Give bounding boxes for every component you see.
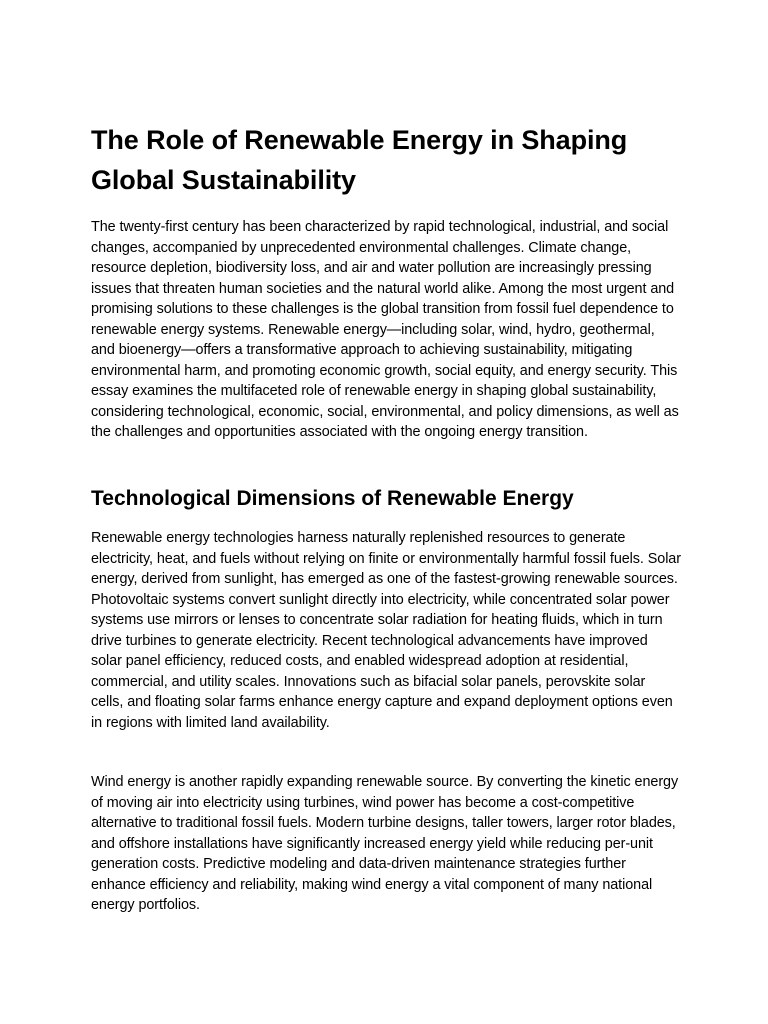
document-title: The Role of Renewable Energy in Shaping Global Sustainability <box>91 125 628 195</box>
section-heading-technological: Technological Dimensions of Renewable Energy <box>91 487 574 510</box>
intro-paragraph: The twenty-first century has been characterized by rapid technological, industrial, and social changes, accompanied by unprecedented environmental challenges. Climate change, resource depletion, biodiversity loss, and air and water pollution are increasingly pressing issues that threaten human societies and the natural world alike. Among the most urgent and promising solutions to these challenges is the global transition from fossil fuel dependence to renewable energy systems. Renewable energy—including solar, wind, hydro, geothermal, and bioenergy—offers a transformative approach to achieving sustainability, mitigating environmental harm, and promoting economic growth, social equity, and energy security. This essay examines the multifaceted role of renewable energy in shaping global sustainability, considering technological, economic, social, environmental, and policy dimensions, as well as the challenges and opportunities associated with the ongoing energy transition. <box>91 219 679 440</box>
section-paragraph-solar: Renewable energy technologies harness naturally replenished resources to generate electricity, heat, and fuels without relying on finite or environmentally harmful fossil fuels. Solar energy, derived from sunlight, has emerged as one of the fastest-growing renewable sources. Photovoltaic systems convert sunlight directly into electricity, while concentrated solar power systems use mirrors or lenses to concentrate solar radiation for heating fluids, which in turn drive turbines to generate electricity. Recent technological advancements have improved solar panel efficiency, reduced costs, and enabled widespread adoption at residential, commercial, and utility scales. Innovations such as bifacial solar panels, perovskite solar cells, and floating solar farms enhance energy capture and expand deployment options even in regions with limited land availability. <box>91 530 681 731</box>
section-paragraph-wind: Wind energy is another rapidly expanding renewable source. By converting the kinetic energy of moving air into electricity using turbines, wind power has become a cost-competitive alternative to traditional fossil fuels. Modern turbine designs, taller towers, larger rotor blades, and offshore installations have significantly increased energy yield while reducing per-unit generation costs. Predictive modeling and data-driven maintenance strategies further enhance efficiency and reliability, making wind energy a vital component of many national energy portfolios. <box>91 774 679 913</box>
